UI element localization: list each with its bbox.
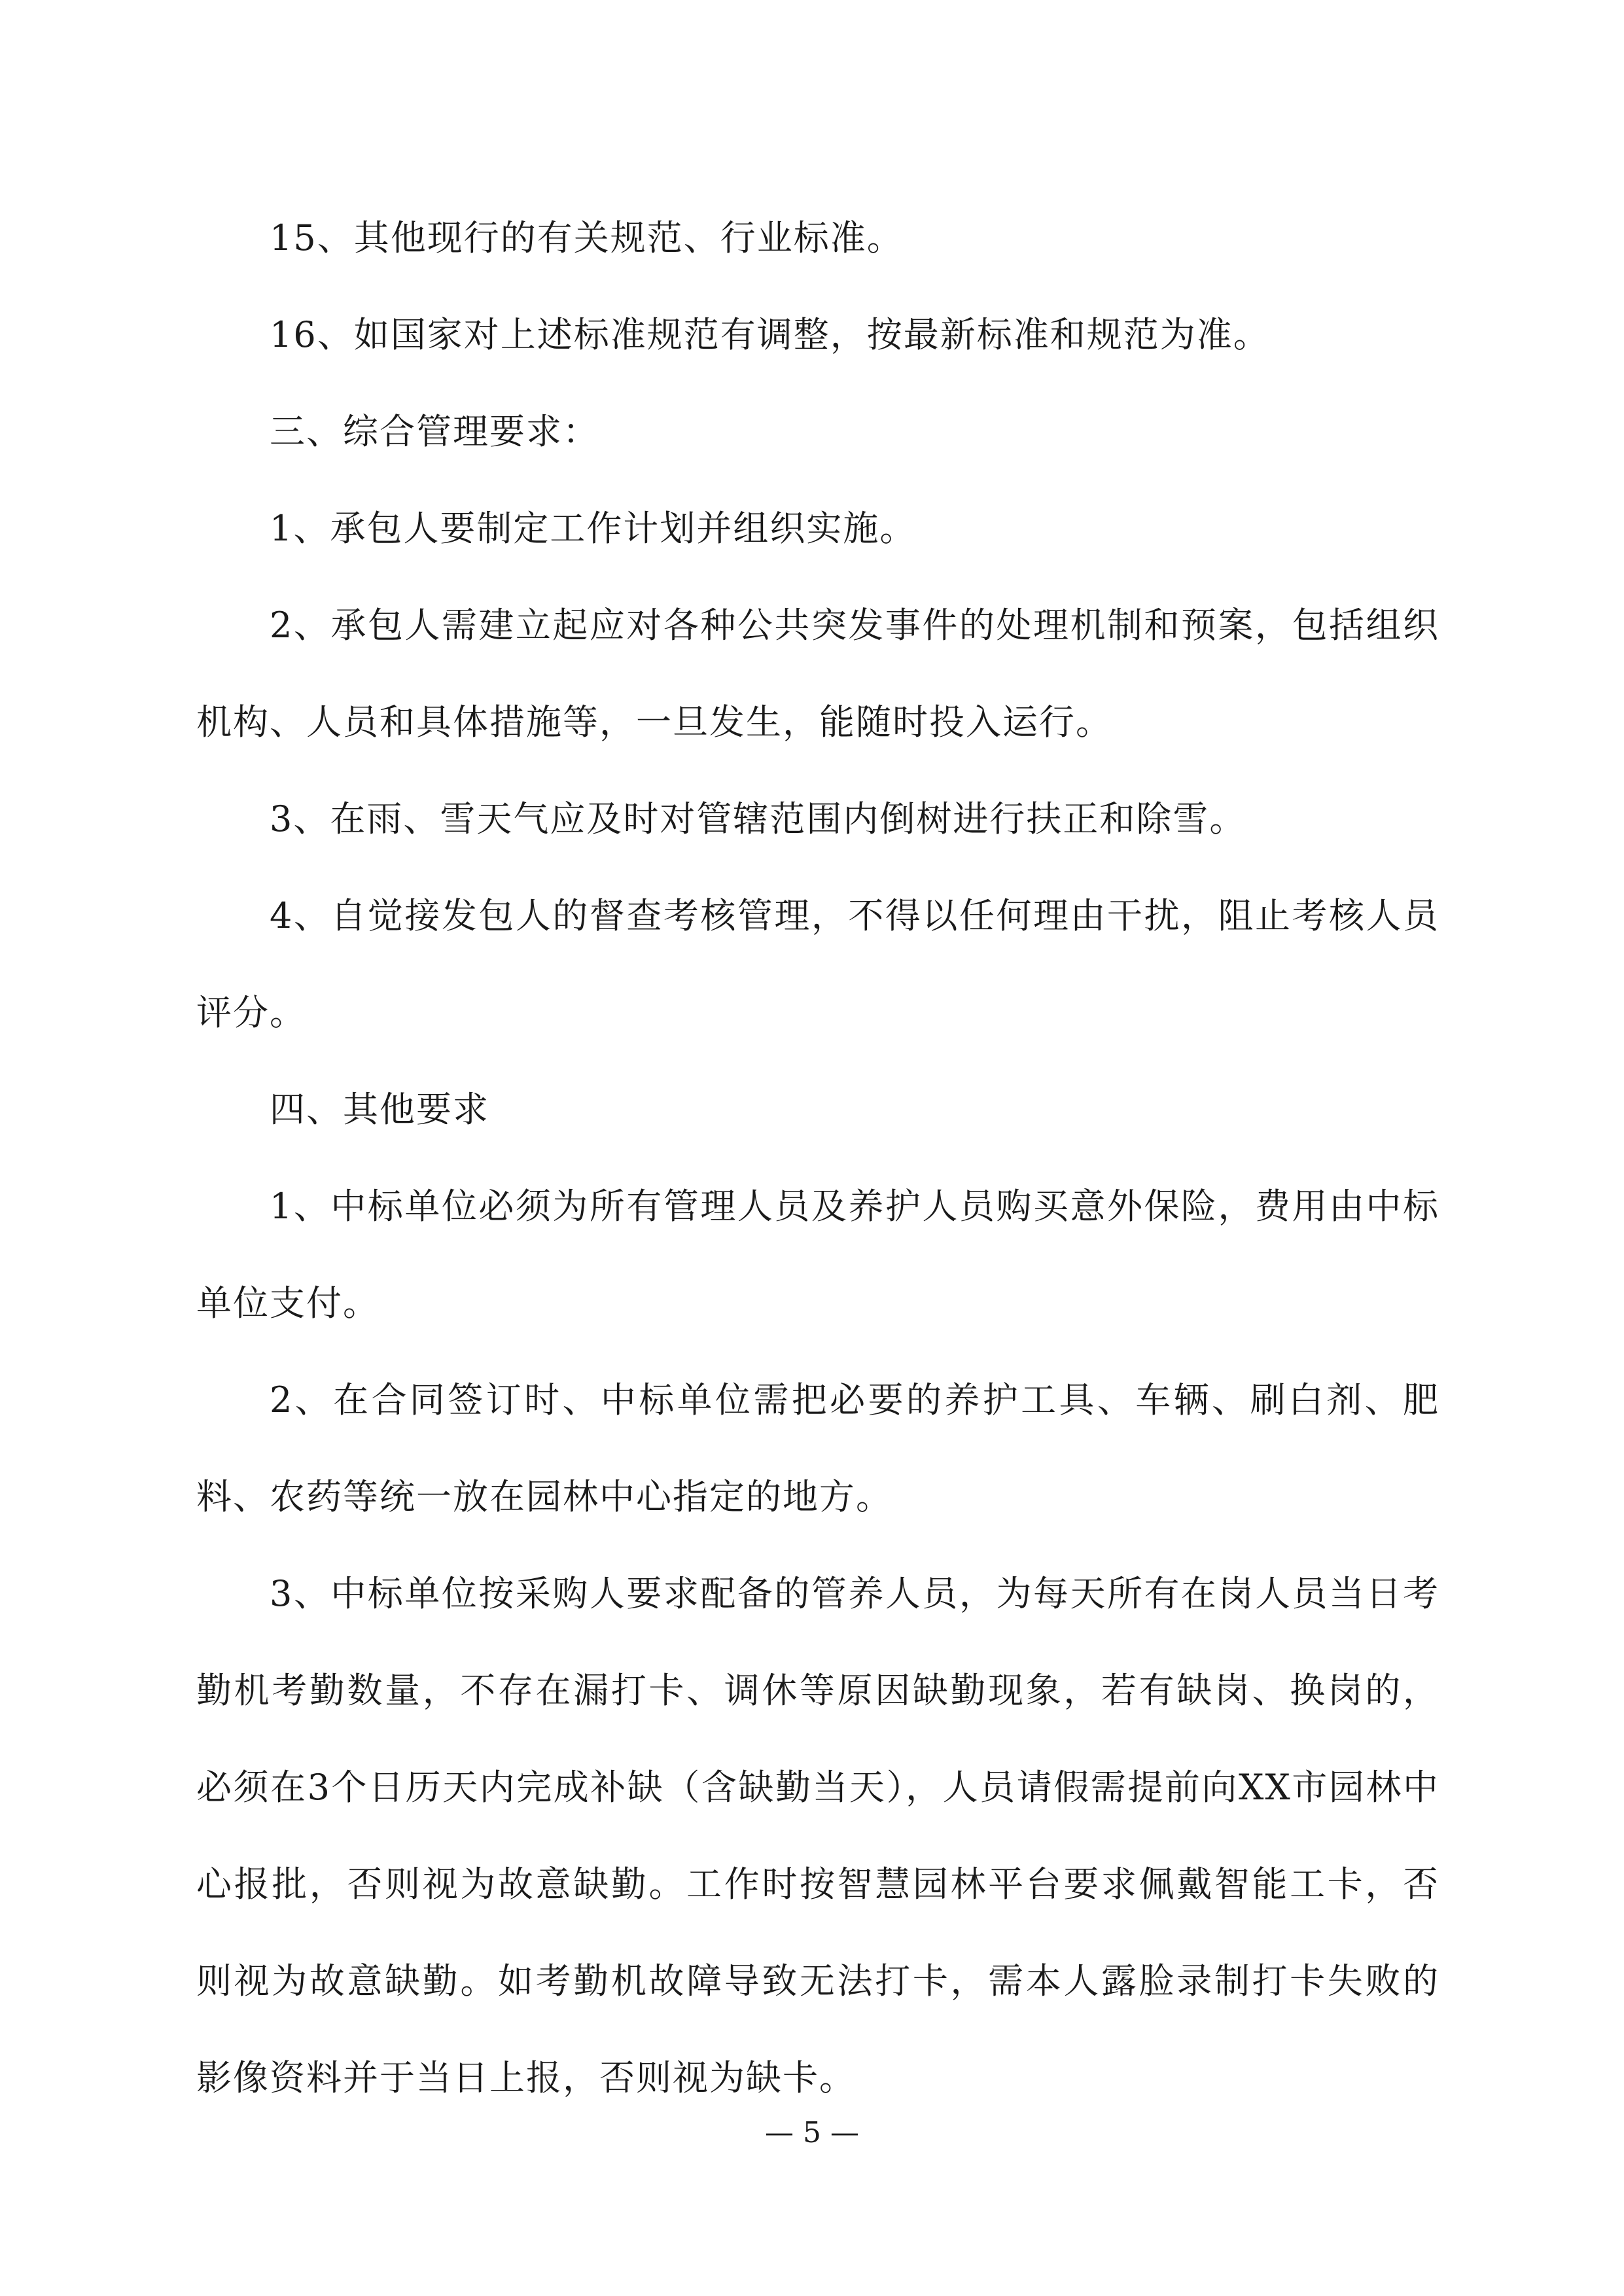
section-heading-3: 三、综合管理要求： [270, 411, 599, 452]
section-heading-4: 四、其他要求 [270, 1089, 489, 1130]
paragraph-other-3: 3、中标单位按采购人要求配备的管养人员，为每天所有在岗人员当日考勤机考勤数量，不存在漏打卡、调休等原因缺勤现象，若有缺岗、换岗的，必须在3个日历天内完成补缺（含缺勤当天），人员请假需提前向XX市园林中心报批，否则视为故意缺勤。工作时按智慧园林平台要求佩戴智能工卡，否则视为故意缺勤。如考勤机故障导致无法打卡，需本人露脸录制打卡失败的影像资料并于当日上报，否则视为缺卡。 [196, 1573, 1439, 2098]
paragraph-mgmt-2: 2、承包人需建立起应对各种公共突发事件的处理机制和预案，包括组织机构、人员和具体措施等，一旦发生，能随时投入运行。 [196, 605, 1439, 743]
paragraph-mgmt-1: 1、承包人要制定工作计划并组织实施。 [270, 508, 917, 549]
paragraph-mgmt-4: 4、自觉接发包人的督查考核管理，不得以任何理由干扰，阻止考核人员评分。 [196, 895, 1439, 1033]
page-number: — 5 — [765, 2116, 859, 2149]
body-text [196, 190, 1439, 2127]
paragraph-other-2: 2、在合同签订时、中标单位需把必要的养护工具、车辆、刷白剂、肥料、农药等统一放在园林中心指定的地方。 [196, 1379, 1439, 1517]
paragraph-mgmt-3: 3、在雨、雪天气应及时对管辖范围内倒树进行扶正和除雪。 [270, 798, 1246, 839]
paragraph-item-15: 15、其他现行的有关规范、行业标准。 [270, 217, 904, 258]
paragraph-item-16: 16、如国家对上述标准规范有调整，按最新标准和规范为准。 [270, 314, 1270, 355]
paragraph-other-1: 1、中标单位必须为所有管理人员及养护人员购买意外保险，费用由中标单位支付。 [196, 1186, 1439, 1324]
